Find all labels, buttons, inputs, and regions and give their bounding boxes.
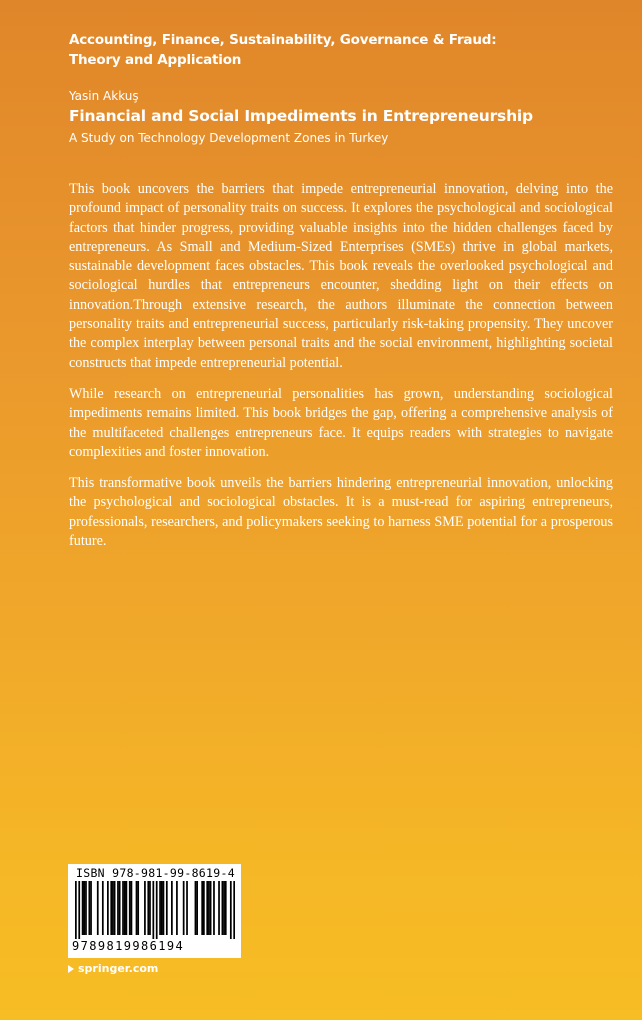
arrow-right-icon (68, 965, 74, 973)
series-title (69, 30, 609, 70)
barcode-bar (183, 881, 185, 935)
barcode-bar (88, 881, 90, 935)
barcode-bar (149, 881, 151, 935)
barcode-bar (102, 881, 104, 935)
series-title-line1: Accounting, Finance, Sustainability, Governance & Fraud: (69, 32, 497, 48)
barcode-bar (225, 881, 227, 935)
author-name: Yasin Akkuş (69, 89, 139, 103)
barcode-bar (196, 881, 198, 935)
barcode-bar (233, 881, 235, 939)
barcode-bar (117, 881, 119, 935)
barcode-bar (107, 881, 109, 935)
barcode-bar (97, 881, 99, 935)
barcode-bar (122, 881, 124, 935)
barcode-bar (126, 881, 128, 935)
book-title: Financial and Social Impediments in Entrepreneurship (69, 107, 533, 125)
barcode-bar (75, 881, 77, 939)
barcode-bar (176, 881, 178, 935)
barcode-bar (90, 881, 92, 935)
barcode-bar (201, 881, 203, 935)
barcode-bar (83, 881, 85, 935)
barcode-bar (137, 881, 139, 935)
isbn-digits: 9789819986194 (72, 939, 185, 953)
barcode-bar (161, 881, 163, 935)
barcode-bar (213, 881, 215, 935)
barcode-bars (75, 881, 235, 939)
publisher-link[interactable] (68, 962, 158, 975)
barcode-bar (147, 881, 149, 935)
back-cover-blurb (69, 180, 613, 563)
barcode-bar (203, 881, 205, 935)
barcode-bar (131, 881, 133, 935)
isbn-label: ISBN 978-981-99-8619-4 (76, 866, 235, 880)
cover-header (69, 30, 609, 147)
barcode-bar (223, 881, 225, 935)
barcode-bar (186, 881, 188, 935)
blurb-paragraph-3: This transformative book unveils the barriers hindering entrepreneurial innovation, unlocking the psychological and sociological obstacles. It is a must-read for aspiring entrepreneurs, professionals, researchers, and policymakers seeking to harness SME potential for a prosperous future. (69, 475, 613, 550)
barcode-bar (152, 881, 154, 939)
barcode-bar (124, 881, 126, 935)
barcode-bar (159, 881, 161, 935)
barcode-bar (195, 881, 197, 935)
barcode-bar (230, 881, 232, 939)
barcode-bar (166, 881, 168, 935)
barcode-bar (210, 881, 212, 935)
barcode-bar (85, 881, 87, 935)
publisher-link-text[interactable]: springer.com (78, 962, 159, 975)
barcode-bar (119, 881, 121, 935)
barcode-bar (156, 881, 158, 939)
barcode-bar (112, 881, 114, 935)
barcode-bar (163, 881, 165, 935)
barcode-bar (78, 881, 80, 939)
blurb-paragraph-2: While research on entrepreneurial personalities has grown, understanding sociological impediments remains limited. This book bridges the gap, offering a comprehensive analysis of the multifaceted challenges entrepreneurs face. It equips readers with strategies to navigate complexities and foster innovation. (69, 385, 613, 460)
barcode-bar (144, 881, 146, 935)
barcode-bar (129, 881, 131, 935)
barcode-bar (171, 881, 173, 935)
barcode-bar (136, 881, 138, 935)
barcode-bar (222, 881, 224, 935)
barcode-bar (206, 881, 208, 935)
book-subtitle: A Study on Technology Development Zones in Turkey (69, 131, 389, 145)
barcode-bar (208, 881, 210, 935)
barcode-bar (82, 881, 84, 935)
barcode-bar (114, 881, 116, 935)
series-title-line2: Theory and Application (69, 52, 242, 68)
barcode-bar (110, 881, 112, 935)
isbn-barcode (68, 864, 241, 958)
barcode-bar (218, 881, 220, 935)
blurb-paragraph-1: This book uncovers the barriers that impede entrepreneurial innovation, delving into the profound impact of personality traits on success. It explores the psychological and sociological factors that hinder progress, providing valuable insights into the hidden challenges faced by entrepreneurs. As Small and Medium-Sized Enterprises (SMEs) thrive in global markets, sustainable development faces obstacles. This book reveals the overlooked psychological and sociological hurdles that entrepreneurs encounter, shedding light on their effects on innovation.Through extensive research, the authors illuminate the connection between personality traits and entrepreneurial success, particularly risk-taking propensity. They uncover the complex interplay between personal traits and the social environment, highlighting societal constructs that impede entrepreneurial potential. (69, 181, 613, 371)
